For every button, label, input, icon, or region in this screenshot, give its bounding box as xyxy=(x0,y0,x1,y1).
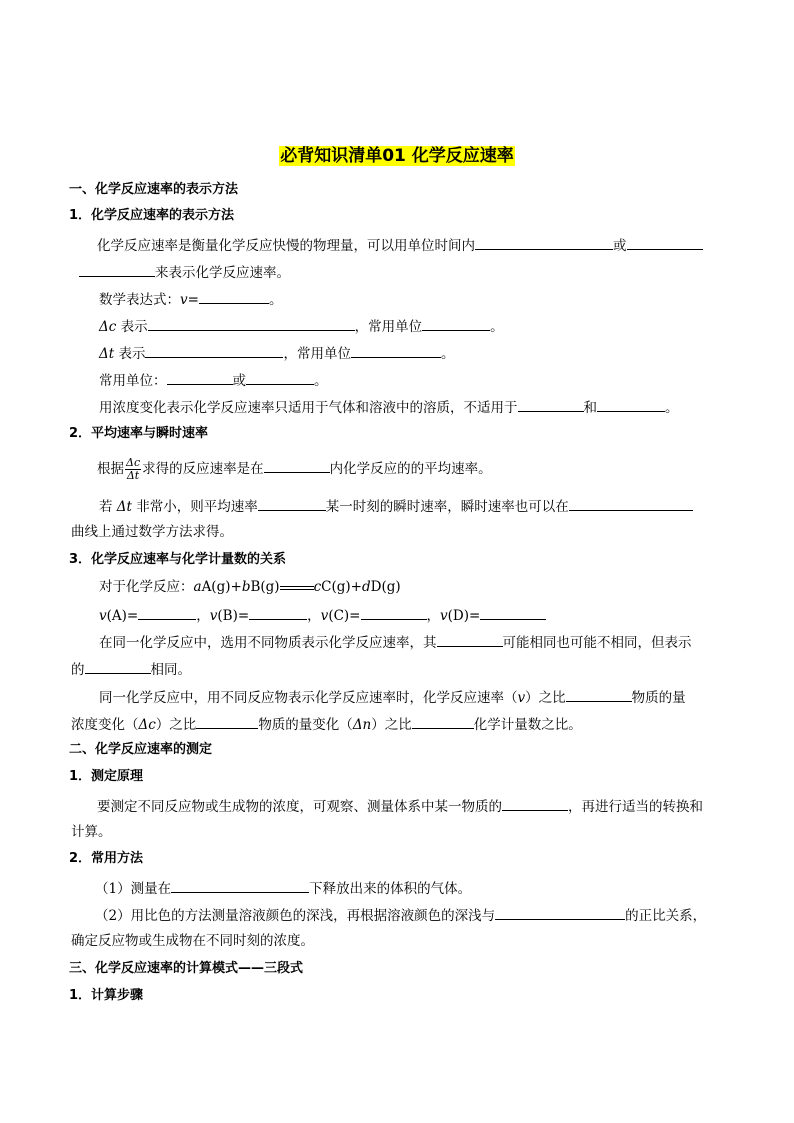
text: 用浓度变化表示化学反应速率只适用于气体和溶液中的溶质，不适用于 xyxy=(99,400,518,416)
fraction xyxy=(125,457,141,482)
text: 常用单位： xyxy=(99,373,167,389)
blank xyxy=(597,397,665,412)
blank xyxy=(199,289,269,304)
principle-line-1 xyxy=(97,796,703,816)
text: 相同。 xyxy=(150,662,191,678)
subsection-2-1-heading: 1．测定原理 xyxy=(69,769,144,784)
text: 物质的量变化（ xyxy=(258,717,353,733)
ratio-line-1 xyxy=(99,687,686,707)
definition-line-2 xyxy=(79,262,290,282)
text: ， xyxy=(307,608,321,624)
blank xyxy=(566,687,632,702)
blank xyxy=(569,496,693,511)
text: D(g) xyxy=(370,579,401,595)
definition-line-1 xyxy=(97,235,703,255)
symbol-delta-t: Δt xyxy=(116,499,132,515)
text: 。 xyxy=(440,346,455,362)
section-3-heading: 三、化学反应速率的计算模式——三段式 xyxy=(69,961,304,976)
subsection-1-3-heading: 3．化学反应速率与化学计量数的关系 xyxy=(69,552,287,567)
text: 表示 xyxy=(114,346,146,362)
expression-line xyxy=(99,289,282,309)
text: 非常小，则平均速率 xyxy=(131,499,258,515)
relation-line-2 xyxy=(71,659,191,679)
text: ，常用单位 xyxy=(283,346,351,362)
coef-c: c xyxy=(313,579,322,595)
blank xyxy=(171,878,309,893)
text: 和 xyxy=(583,400,597,416)
delta-t-line xyxy=(99,343,454,363)
symbol-v: v xyxy=(209,608,218,624)
text: 或 xyxy=(232,373,246,389)
blank xyxy=(196,714,258,729)
text: 。 xyxy=(314,373,328,389)
symbol-delta-c: Δc xyxy=(99,319,117,335)
blank xyxy=(422,316,490,331)
section-2-heading: 二、化学反应速率的测定 xyxy=(69,742,213,757)
subsection-1-2-heading: 2．平均速率与瞬时速率 xyxy=(69,426,209,441)
rates-line xyxy=(99,605,546,625)
section-1-heading: 一、化学反应速率的表示方法 xyxy=(69,182,239,197)
blank xyxy=(249,605,307,620)
blank xyxy=(138,605,196,620)
page-title xyxy=(0,141,794,166)
symbol-v: v xyxy=(180,292,188,308)
text: ）之比 xyxy=(525,690,566,706)
text: 浓度变化（ xyxy=(71,717,139,733)
text: （2）用比色的方法测量溶液颜色的深浅，再根据溶液颜色的深浅与 xyxy=(95,908,496,924)
coef-d: d xyxy=(361,579,371,595)
delta-c-line xyxy=(99,316,504,336)
text: 。 xyxy=(490,319,504,335)
title-text: 必背知识清单01 化学反应速率 xyxy=(280,146,514,166)
blank xyxy=(258,496,326,511)
text: 的正比关系， xyxy=(625,908,707,924)
text: （1）测量在 xyxy=(95,881,172,897)
text: (A)= xyxy=(106,608,139,624)
blank xyxy=(502,796,568,811)
ratio-line-2 xyxy=(71,714,582,734)
text: 根据 xyxy=(97,461,124,477)
average-rate-line xyxy=(97,457,492,482)
text: 。 xyxy=(665,400,679,416)
text: 若 xyxy=(99,499,117,515)
text: 某一时刻的瞬时速率，瞬时速率也可以在 xyxy=(325,499,569,515)
text: 化学计量数之比。 xyxy=(473,717,582,733)
text: = xyxy=(187,292,199,308)
text: 下释放出来的体积的气体。 xyxy=(309,881,472,897)
symbol-delta-t: Δt xyxy=(99,346,115,362)
text: 数学表达式： xyxy=(99,292,180,308)
text: 要测定不同反应物或生成物的浓度，可观察、测量体系中某一物质的 xyxy=(97,799,502,815)
relation-line-1 xyxy=(99,632,692,652)
blank xyxy=(79,262,155,277)
text: ， xyxy=(196,608,210,624)
symbol-v: v xyxy=(517,690,526,706)
text: ，常用单位 xyxy=(354,319,423,335)
text: 。 xyxy=(268,292,283,308)
subsection-3-1-heading: 1．计算步骤 xyxy=(69,988,144,1003)
blank xyxy=(437,632,503,647)
text: (B)= xyxy=(217,608,250,624)
text: 来表示化学反应速率。 xyxy=(155,265,290,281)
applicability-line xyxy=(99,397,679,417)
text: ）之比 xyxy=(155,717,197,733)
instant-rate-line-2: 曲线上通过数学方法求得。 xyxy=(71,524,233,540)
principle-line-2: 计算。 xyxy=(71,824,112,840)
reaction-line xyxy=(99,578,401,596)
text: (C)= xyxy=(328,608,361,624)
fraction-numerator: Δc xyxy=(126,456,141,469)
text: ，再进行适当的转换和 xyxy=(568,799,703,815)
text: C(g)+ xyxy=(321,579,362,595)
text: (D)= xyxy=(447,608,481,624)
text: ， xyxy=(426,608,440,624)
text: 化学反应速率是衡量化学反应快慢的物理量，可以用单位时间内 xyxy=(97,238,475,254)
method-1-line xyxy=(95,878,471,898)
text: ）之比 xyxy=(371,717,412,733)
symbol-v: v xyxy=(440,608,448,624)
text: 表示 xyxy=(116,319,148,335)
blank xyxy=(148,316,355,331)
blank xyxy=(361,605,427,620)
text: B(g) xyxy=(250,579,280,595)
blank xyxy=(480,605,546,620)
blank xyxy=(475,235,613,250)
symbol-delta-c: Δc xyxy=(138,717,156,733)
text: 对于化学反应： xyxy=(99,579,194,595)
method-2-line-1 xyxy=(95,905,706,925)
method-2-line-2: 确定反应物或生成物在不同时刻的浓度。 xyxy=(71,933,314,949)
coef-a: a xyxy=(193,579,202,595)
text: 内化学反应的的平均速率。 xyxy=(329,461,492,477)
blank xyxy=(85,659,151,674)
coef-b: b xyxy=(241,579,251,595)
text: A(g)+ xyxy=(201,579,242,595)
blank xyxy=(264,458,330,473)
blank xyxy=(495,905,625,920)
equals-sign-icon xyxy=(280,583,314,593)
subsection-2-2-heading: 2．常用方法 xyxy=(69,851,144,866)
unit-line xyxy=(99,370,328,390)
symbol-v: v xyxy=(320,608,329,624)
fraction-denominator: Δt xyxy=(126,469,140,482)
text: 物质的量 xyxy=(631,690,686,706)
symbol-v: v xyxy=(99,608,107,624)
blank xyxy=(412,714,474,729)
text: 在同一化学反应中，选用不同物质表示化学反应速率，其 xyxy=(99,635,437,651)
blank xyxy=(518,397,584,412)
blank xyxy=(246,370,314,385)
symbol-delta-n: Δn xyxy=(352,717,372,733)
blank xyxy=(351,343,441,358)
text: 同一化学反应中，用不同反应物表示化学反应速率时，化学反应速率（ xyxy=(99,690,518,706)
blank xyxy=(145,343,283,358)
text: 求得的反应速率是在 xyxy=(142,461,264,477)
text: 的 xyxy=(71,662,85,678)
text: 或 xyxy=(613,238,627,254)
subsection-1-1-heading: 1．化学反应速率的表示方法 xyxy=(69,208,235,223)
blank xyxy=(167,370,233,385)
text: 可能相同也可能不相同，但表示 xyxy=(502,635,692,651)
blank xyxy=(627,235,703,250)
instant-rate-line xyxy=(99,496,693,516)
